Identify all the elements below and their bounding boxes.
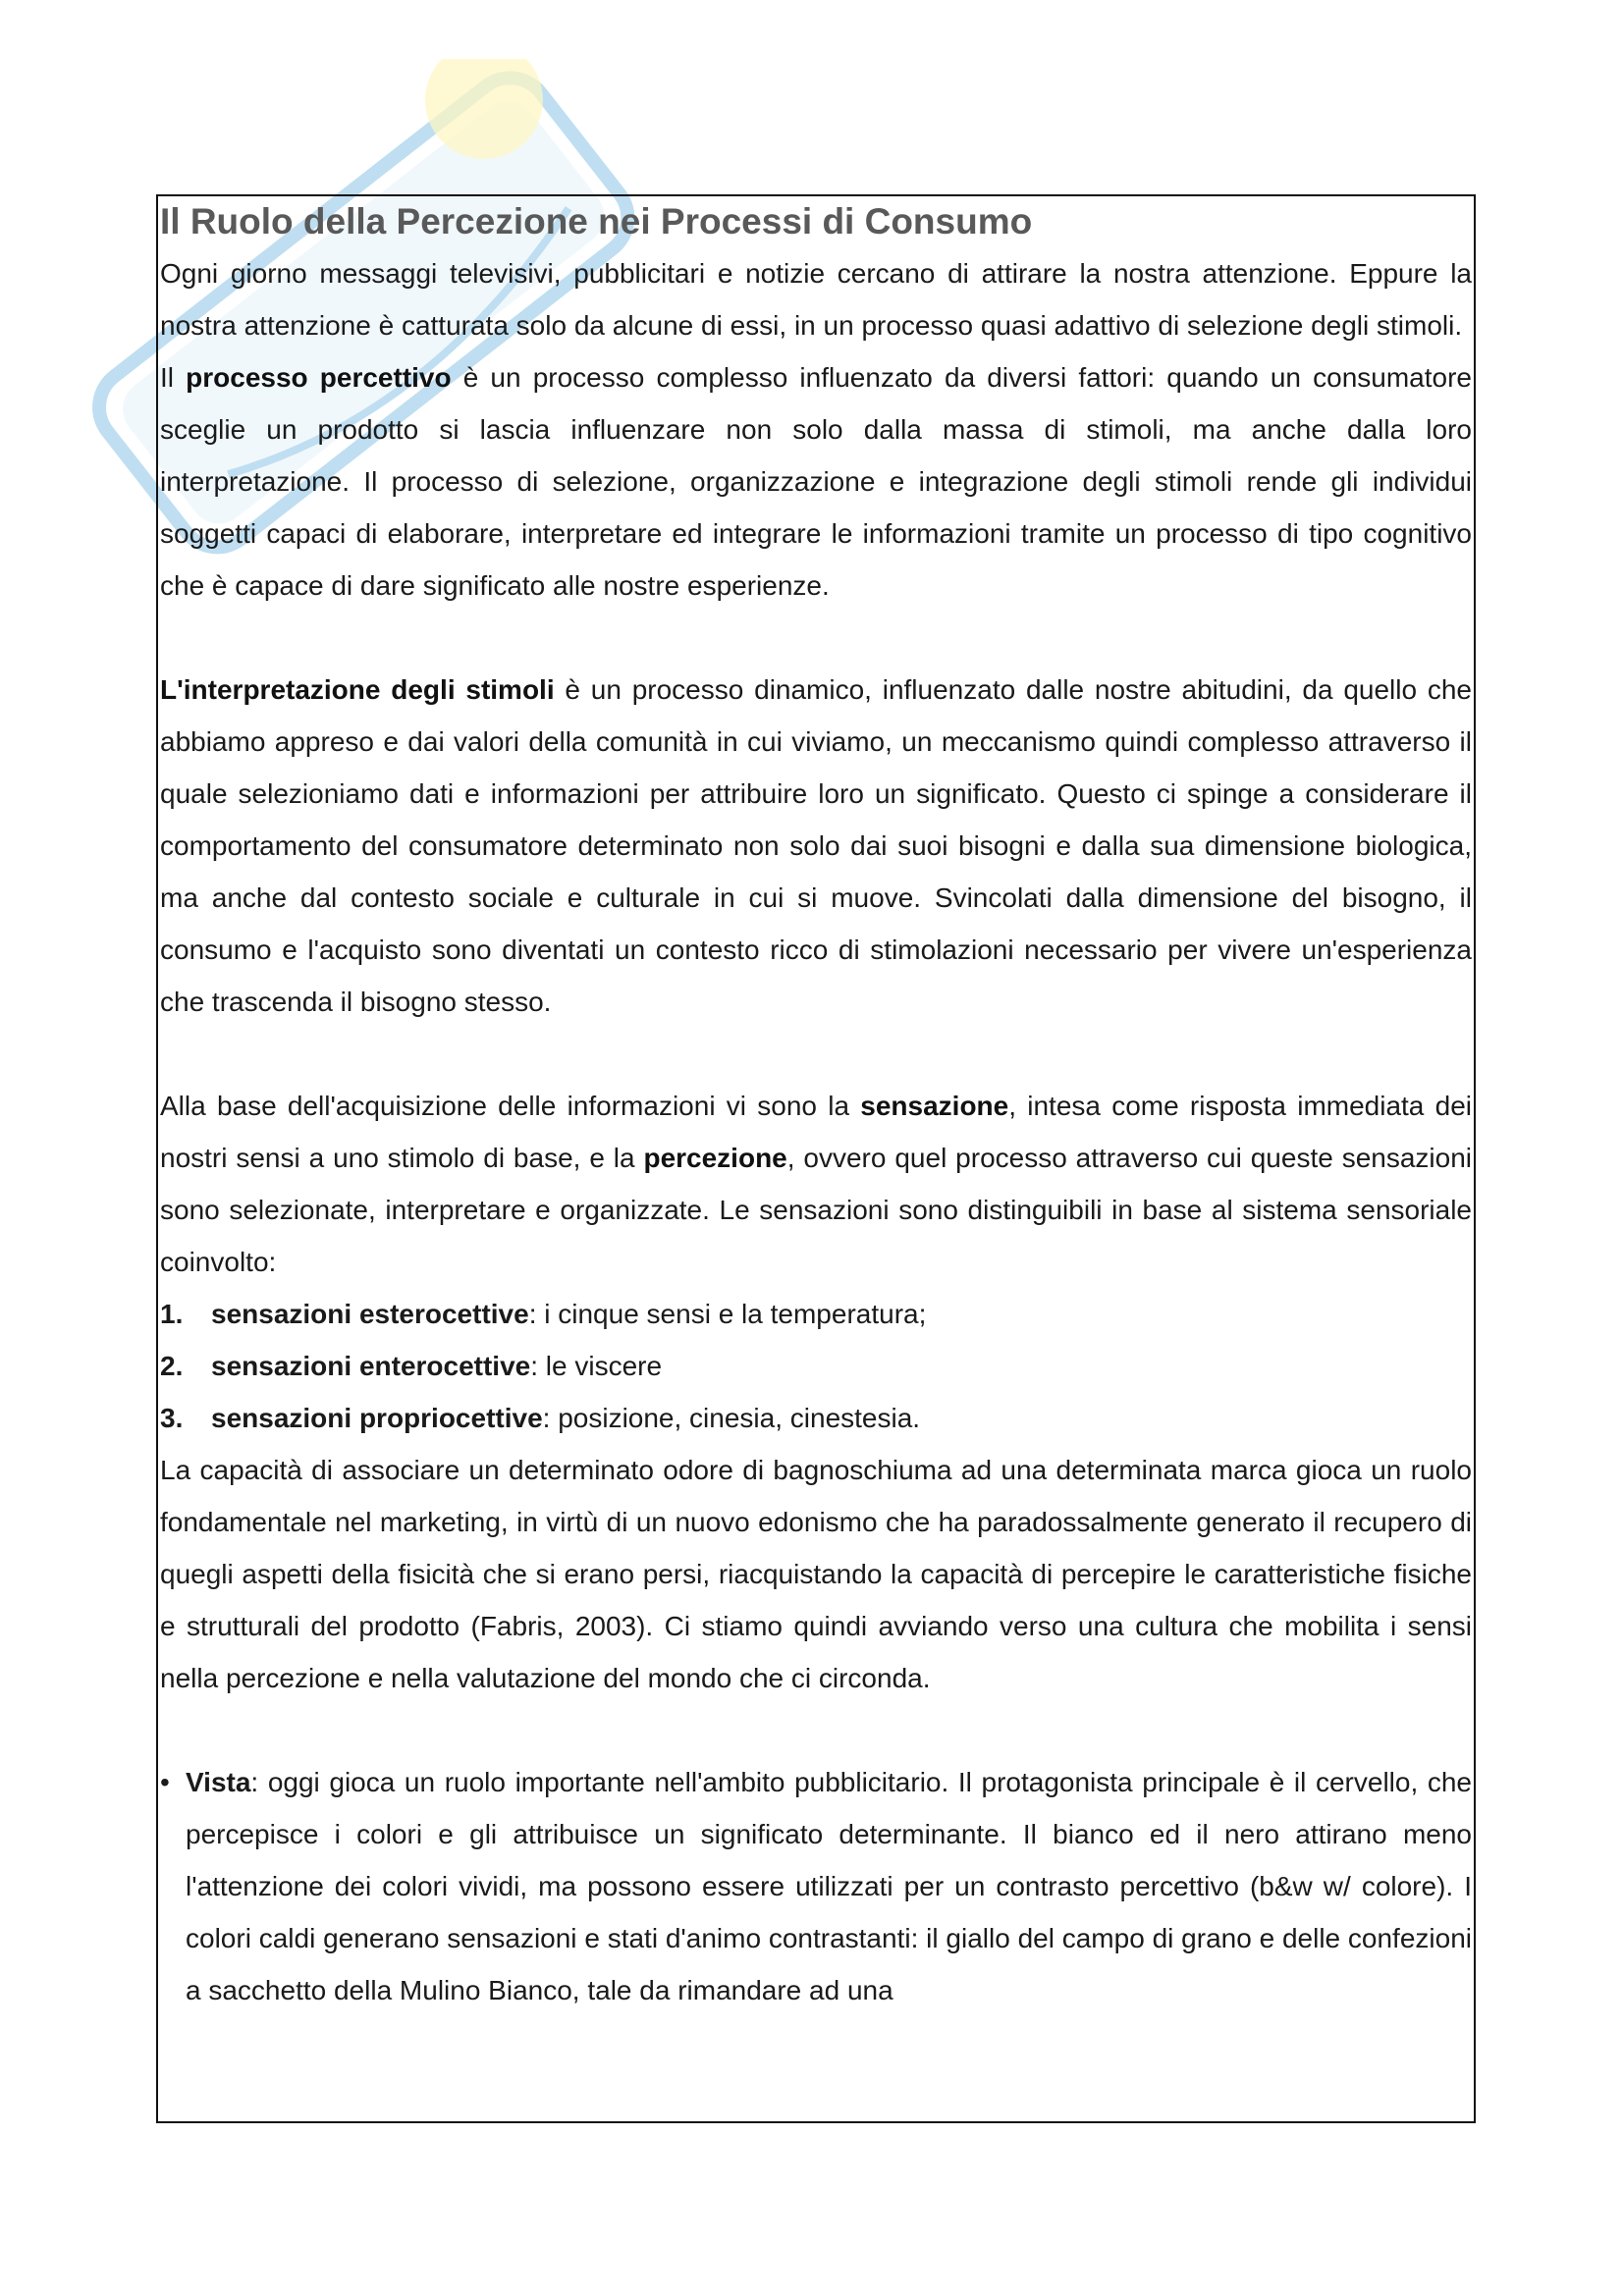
- spacer: [160, 1704, 1472, 1756]
- spacer: [160, 612, 1472, 664]
- spacer: [160, 1028, 1472, 1080]
- list-item: 1. sensazioni esterocettive: i cinque sensi e la temperatura;: [160, 1299, 927, 1329]
- list-item: 2. sensazioni enterocettive: le viscere: [160, 1351, 663, 1381]
- bullet-icon: •: [160, 1767, 170, 1797]
- paragraph-interpretazione: L'interpretazione degli stimoli è un processo dinamico, influenzato dalle nostre abitudini, da quello che abbiamo appreso e dai valori della comunità in cui viviamo, un meccanismo quindi complesso attraverso il quale selezioniamo dati e informazioni per attribuire loro un significato. Questo ci spinge a considerare il comportamento del consumatore determinato non solo dai suoi bisogni e dalla sua dimensione biologica, ma anche dal contesto sociale e culturale in cui si muove. Svincolati dalla dimensione del bisogno, il consumo e l'acquisto sono diventati un contesto ricco di stimolazioni necessario per vivere un'esperienza che trascenda il bisogno stesso.: [160, 674, 1472, 1017]
- paragraph-marketing-sensi: La capacità di associare un determinato odore di bagnoschiuma ad una determinata marca gioca un ruolo fondamentale nel marketing, in virtù di un nuovo edonismo che ha paradossalmente generato il recupero di quegli aspetti della fisicità che si erano persi, riacquistando la capacità di percepire le caratteristiche fisiche e strutturali del prodotto (Fabris, 2003). Ci stiamo quindi avviando verso una cultura che mobilita i sensi nella percezione e nella valutazione del mondo che ci circonda.: [160, 1455, 1472, 1693]
- paragraph-sensazione-percezione: Alla base dell'acquisizione delle informazioni vi sono la sensazione, intesa come risposta immediata dei nostri sensi a uno stimolo di base, e la percezione, ovvero quel processo attraverso cui queste sensazioni sono selezionate, interpretare e organizzate. Le sensazioni sono distinguibili in base al sistema sensoriale coinvolto:: [160, 1091, 1472, 1277]
- document-title: Il Ruolo della Percezione nei Processi di Consumo: [160, 201, 1033, 241]
- paragraph-processo-percettivo: Il processo percettivo è un processo complesso influenzato da diversi fattori: quando un consumatore sceglie un prodotto si lascia influenzare non solo dalla massa di stimoli, ma anche dalla loro interpretazione. Il processo di selezione, organizzazione e integrazione degli stimoli rende gli individui soggetti capaci di elaborare, interpretare ed integrare le informazioni tramite un processo di tipo cognitivo che è capace di dare significato alle nostre esperienze.: [160, 362, 1472, 601]
- document-frame: [156, 194, 1476, 2123]
- paragraph-intro: Ogni giorno messaggi televisivi, pubblicitari e notizie cercano di attirare la nostra attenzione. Eppure la nostra attenzione è catturata solo da alcune di essi, in un processo quasi adattivo di selezione degli stimoli.: [160, 258, 1472, 341]
- bullet-item-vista: • Vista: oggi gioca un ruolo importante nell'ambito pubblicitario. Il protagonista principale è il cervello, che percepisce i colori e gli attribuisce un significato determinante. Il bianco ed il nero attirano meno l'attenzione dei colori vividi, ma possono essere utilizzati per un contrasto percettivo (b&w w/ colore). I colori caldi generano sensazioni e stati d'animo contrastanti: il giallo del campo di grano e delle confezioni a sacchetto della Mulino Bianco, tale da rimandare ad una: [160, 1756, 1472, 2016]
- list-item: 3. sensazioni propriocettive: posizione, cinesia, cinestesia.: [160, 1403, 921, 1433]
